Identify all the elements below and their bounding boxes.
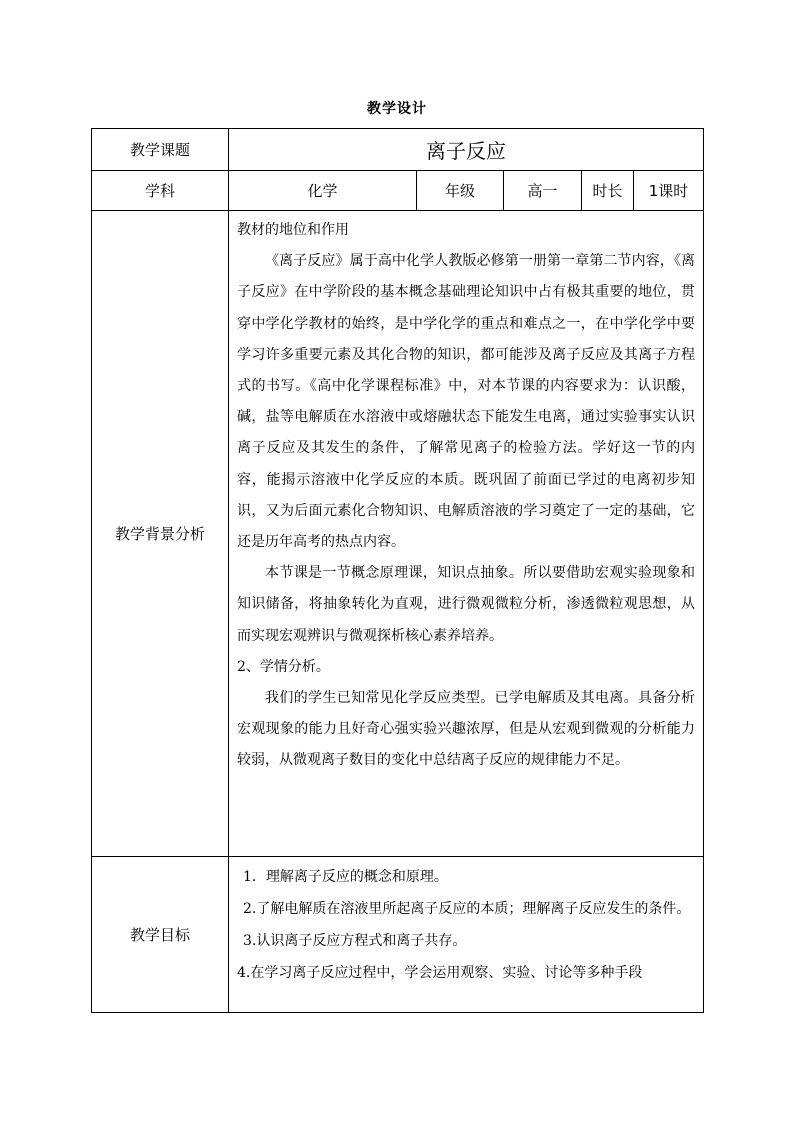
goal-item: 4.在学习离子反应过程中，学会运用观察、实验、讨论等多种手段 [237, 965, 643, 981]
duration-value: 1课时 [634, 171, 704, 211]
background-paragraph: 我们的学生已知常见化学反应类型。已学电解质及其电离。具备分析宏观现象的能力且好奇心强实验兴趣浓厚，但是从宏观到微观的分析能力较弱，从微观离子数目的变化中总结离子反应的规律能力不足。 [237, 690, 696, 769]
background-label: 教学背景分析 [92, 211, 229, 857]
document-title: 教学设计 [367, 101, 427, 117]
lesson-design-table [91, 128, 704, 1013]
grade-value: 高一 [504, 171, 582, 211]
background-heading: 教材的地位和作用 [237, 222, 349, 238]
goal-item: 3.认识离子反应方程式和离子共存。 [243, 933, 467, 949]
meta-row [92, 171, 704, 211]
background-paragraph: 《离子反应》属于高中化学人教版必修第一册第一章第二节内容，《离子反应》在中学阶段的基本概念基础理论知识中占有极其重要的地位，贯穿中学化学教材的始终，是中学化学的重点和难点之一，在中学化学中要学习许多重要元素及其化合物的知识，都可能涉及离子反应及其离子方程式的书写。《高中化学课程标准》中，对本节课的内容要求为：认识酸，碱，盐等电解质在水溶液中或熔融状态下能发生电离，通过实验事实认识离子反应及其发生的条件，了解常见离子的检验方法。学好这一节的内容，能揭示溶液中化学反应的本质。既巩固了前面已学过的电离初步知识，又为后面元素化合物知识、电解质溶液的学习奠定了一定的基础，它还是历年高考的热点内容。 [237, 253, 696, 551]
background-paragraph: 本节课是一节概念原理课，知识点抽象。所以要借助宏观实验现象和知识储备，将抽象转化为直观，进行微观微粒分析，渗透微粒观思想，从而实现宏观辨识与微观探析核心素养培养。 [237, 565, 696, 644]
background-content [229, 211, 704, 857]
subject-value: 化学 [229, 171, 417, 211]
topic-label: 教学课题 [92, 129, 229, 171]
goals-label: 教学目标 [92, 857, 229, 1013]
topic-value: 离子反应 [229, 129, 704, 171]
goals-row [92, 857, 704, 1013]
background-row [92, 211, 704, 857]
subject-label: 学科 [92, 171, 229, 211]
goals-content [229, 857, 704, 1013]
goal-item: 2.了解电解质在溶液里所起离子反应的本质；理解离子反应发生的条件。 [243, 901, 691, 917]
grade-label: 年级 [417, 171, 504, 211]
duration-label: 时长 [582, 171, 634, 211]
topic-row [92, 129, 704, 171]
learner-analysis-heading: 2、学情分析。 [237, 658, 330, 675]
goal-item: 1．理解离子反应的概念和原理。 [243, 869, 448, 885]
